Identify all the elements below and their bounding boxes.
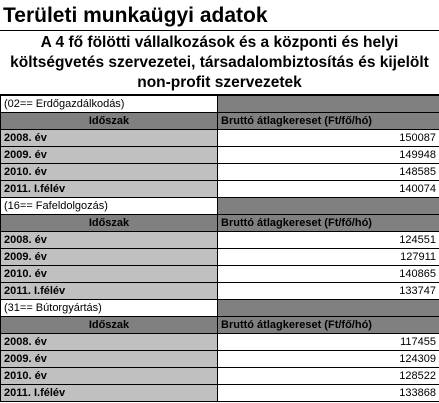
value-cell[interactable]: 133868	[218, 385, 439, 402]
table-row	[1, 181, 439, 198]
table-row	[1, 164, 439, 181]
value-cell[interactable]: 117455	[218, 334, 439, 351]
table-row	[1, 385, 439, 402]
section-label[interactable]: (16== Fafeldolgozás)	[1, 198, 218, 215]
data-table	[0, 95, 439, 402]
period-cell[interactable]: 2008. év	[1, 130, 218, 147]
period-cell[interactable]: 2010. év	[1, 368, 218, 385]
value-cell[interactable]: 124309	[218, 351, 439, 368]
table-row	[1, 334, 439, 351]
page-title: Területi munkaügyi adatok	[0, 0, 439, 31]
table-header-row	[1, 215, 439, 232]
table-header-row	[1, 317, 439, 334]
section-label-row	[1, 198, 439, 215]
header-value[interactable]: Bruttó átlagkereset (Ft/fő/hó)	[218, 215, 439, 232]
table-row	[1, 266, 439, 283]
table-header-row	[1, 113, 439, 130]
value-cell[interactable]: 133747	[218, 283, 439, 300]
table-row	[1, 232, 439, 249]
value-cell[interactable]: 128522	[218, 368, 439, 385]
value-cell[interactable]: 140865	[218, 266, 439, 283]
period-cell[interactable]: 2008. év	[1, 232, 218, 249]
value-cell[interactable]: 150087	[218, 130, 439, 147]
section-label-blank-cell[interactable]	[218, 300, 439, 317]
table-row	[1, 283, 439, 300]
value-cell[interactable]: 124551	[218, 232, 439, 249]
section-label-blank-cell[interactable]	[218, 96, 439, 113]
section-label-blank-cell[interactable]	[218, 198, 439, 215]
period-cell[interactable]: 2011. I.félév	[1, 283, 218, 300]
section-label-row	[1, 300, 439, 317]
table-row	[1, 249, 439, 266]
period-cell[interactable]: 2008. év	[1, 334, 218, 351]
table-row	[1, 147, 439, 164]
page-subtitle: A 4 fő fölötti vállalkozások és a központi és helyi költségvetés szervezetei, társadalombiztosítás és kijelölt non-profit szervezetek	[0, 31, 439, 95]
period-cell[interactable]: 2011. I.félév	[1, 385, 218, 402]
value-cell[interactable]: 140074	[218, 181, 439, 198]
section-label[interactable]: (31== Bútorgyártás)	[1, 300, 218, 317]
period-cell[interactable]: 2009. év	[1, 147, 218, 164]
section-label-row	[1, 96, 439, 113]
value-cell[interactable]: 148585	[218, 164, 439, 181]
value-cell[interactable]: 149948	[218, 147, 439, 164]
table-row	[1, 368, 439, 385]
period-cell[interactable]: 2011. I.félév	[1, 181, 218, 198]
header-period[interactable]: Időszak	[1, 113, 218, 130]
header-period[interactable]: Időszak	[1, 317, 218, 334]
header-period[interactable]: Időszak	[1, 215, 218, 232]
value-cell[interactable]: 127911	[218, 249, 439, 266]
period-cell[interactable]: 2009. év	[1, 351, 218, 368]
period-cell[interactable]: 2010. év	[1, 164, 218, 181]
period-cell[interactable]: 2009. év	[1, 249, 218, 266]
table-row	[1, 351, 439, 368]
table-row	[1, 130, 439, 147]
header-value[interactable]: Bruttó átlagkereset (Ft/fő/hó)	[218, 113, 439, 130]
period-cell[interactable]: 2010. év	[1, 266, 218, 283]
section-label[interactable]: (02== Erdőgazdálkodás)	[1, 96, 218, 113]
header-value[interactable]: Bruttó átlagkereset (Ft/fő/hó)	[218, 317, 439, 334]
